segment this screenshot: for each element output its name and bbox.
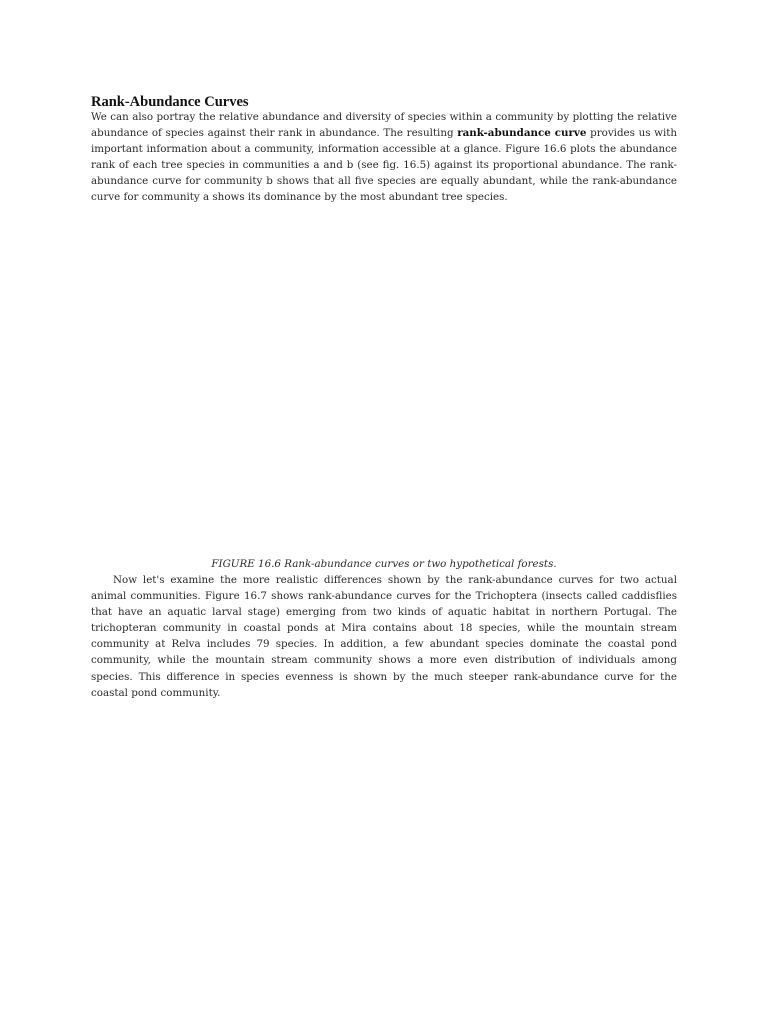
body-paragraph: Now let's examine the more realistic differences shown by the rank-abundance curves for two actual animal communities. Figure 16.7 shows rank-abundance curves for the Trichoptera (insects called caddisflies that have an aquatic larval stage) emerging from two kinds of aquatic habitat in northern Portugal. The trichopteran community in coastal ponds at Mira contains about 18 species, while the mountain stream community at Relva includes 79 species. In addition, a few abundant species dominate the coastal pond community, while the mountain stream community shows a more even distribution of individuals among species. This difference in species evenness is shown by the much steeper rank-abundance curve for the coastal pond community. (91, 574, 677, 699)
figure-caption-text: Rank-abundance curves or two hypothetical forests. (280, 558, 557, 570)
intro-paragraph-text-1: We can also portray the relative abundance and diversity of species within a community by plotting the relative abundance of species against their rank in abundance. The resulting (91, 111, 677, 140)
intro-paragraph (91, 109, 677, 206)
figure-placeholder (91, 215, 677, 550)
figure-label: FIGURE 16.6 (211, 558, 281, 570)
section-heading: Rank-Abundance Curves (91, 94, 249, 110)
figure-caption (91, 556, 677, 572)
rank-abundance-curve-term: rank-abundance curve (457, 127, 587, 140)
intro-paragraph-text-2: provides us with important information about a community, information accessible at a glance. Figure 16.6 plots the abundance rank of each tree species in communities a and b (see fig. 16.5) against its proportional abundance. The rank-abundance curve for community b shows that all five species are equally abundant, while the rank-abundance curve for community a shows its dominance by the most abundant tree species. (91, 127, 678, 204)
